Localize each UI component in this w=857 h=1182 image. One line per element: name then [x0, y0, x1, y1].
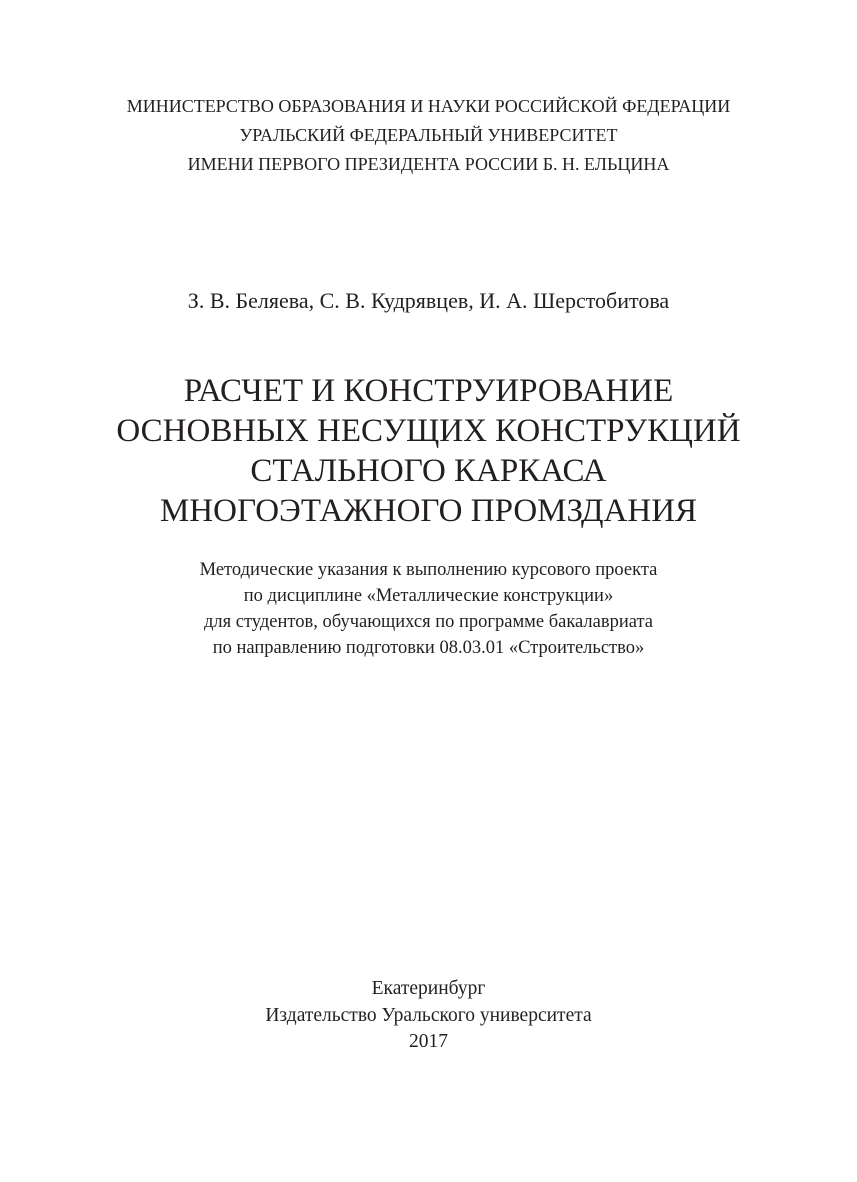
imprint-publisher: Издательство Уральского университета — [265, 1004, 592, 1026]
imprint — [0, 976, 857, 1056]
description-line: Методические указания к выполнению курсового проекта — [199, 560, 658, 580]
institution-header — [0, 92, 857, 179]
document-description — [0, 557, 857, 661]
title-line: РАСЧЕТ И КОНСТРУИРОВАНИЕ — [183, 373, 674, 409]
authors-line: З. В. Беляева, С. В. Кудрявцев, И. А. Шерстобитова — [187, 288, 670, 313]
description-line: для студентов, обучающихся по программе бакалавриата — [203, 612, 654, 632]
imprint-year: 2017 — [409, 1031, 448, 1052]
document-title — [0, 371, 857, 531]
institution-line: МИНИСТЕРСТВО ОБРАЗОВАНИЯ И НАУКИ РОССИЙСКОЙ ФЕДЕРАЦИИ — [126, 96, 731, 116]
imprint-city: Екатеринбург — [371, 978, 486, 999]
title-line: МНОГОЭТАЖНОГО ПРОМЗДАНИЯ — [159, 493, 698, 529]
description-line: по дисциплине «Металлические конструкции» — [243, 586, 614, 606]
title-line: СТАЛЬНОГО КАРКАСА — [250, 453, 607, 489]
institution-line: УРАЛЬСКИЙ ФЕДЕРАЛЬНЫЙ УНИВЕРСИТЕТ — [239, 125, 618, 145]
authors — [0, 286, 857, 316]
description-line: по направлению подготовки 08.03.01 «Строительство» — [212, 638, 645, 658]
title-line: ОСНОВНЫХ НЕСУЩИХ КОНСТРУКЦИЙ — [116, 413, 741, 449]
institution-line: ИМЕНИ ПЕРВОГО ПРЕЗИДЕНТА РОССИИ Б. Н. ЕЛЬЦИНА — [187, 154, 670, 174]
